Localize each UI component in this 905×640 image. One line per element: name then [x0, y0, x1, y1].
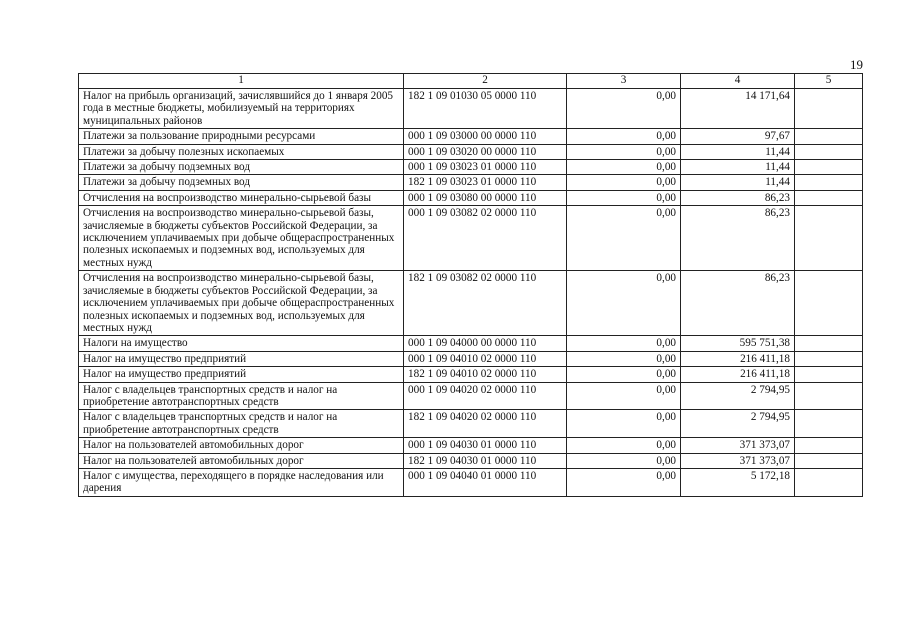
column-header: 5 [795, 74, 863, 89]
cell-col3: 0,00 [567, 144, 681, 159]
cell-name: Отчисления на воспроизводство минерально-сырьевой базы, зачисляемые в бюджеты субъектов Российской Федерации, за исключением уплачиваемых при добыче общераспространенных полезных ископаемых и подземных вод, используемых для местных нужд [79, 206, 404, 271]
cell-col3: 0,00 [567, 367, 681, 382]
cell-code: 000 1 09 04020 02 0000 110 [404, 382, 567, 410]
cell-col5 [795, 367, 863, 382]
cell-col5 [795, 351, 863, 366]
table-row [79, 336, 863, 351]
table-row [79, 129, 863, 144]
cell-col4: 14 171,64 [681, 89, 795, 129]
cell-code: 182 1 09 01030 05 0000 110 [404, 89, 567, 129]
cell-col4: 5 172,18 [681, 468, 795, 496]
cell-col5 [795, 175, 863, 190]
table-row [79, 382, 863, 410]
cell-name: Налог на имущество предприятий [79, 351, 404, 366]
cell-name: Налог с имущества, переходящего в порядке наследования или дарения [79, 468, 404, 496]
cell-col3: 0,00 [567, 382, 681, 410]
cell-col4: 595 751,38 [681, 336, 795, 351]
cell-col4: 11,44 [681, 144, 795, 159]
cell-col3: 0,00 [567, 351, 681, 366]
cell-code: 182 1 09 03082 02 0000 110 [404, 271, 567, 336]
cell-name: Налог на прибыль организаций, зачислявшийся до 1 января 2005 года в местные бюджеты, мобилизуемый на территориях муниципальных районов [79, 89, 404, 129]
cell-name: Отчисления на воспроизводство минерально-сырьевой базы, зачисляемые в бюджеты субъектов Российской Федерации, за исключением уплачиваемых при добыче общераспространенных полезных ископаемых и подземных вод, используемых для местных нужд [79, 271, 404, 336]
cell-code: 000 1 09 03023 01 0000 110 [404, 160, 567, 175]
cell-col3: 0,00 [567, 271, 681, 336]
table-row [79, 438, 863, 453]
cell-col3: 0,00 [567, 206, 681, 271]
cell-col3: 0,00 [567, 190, 681, 205]
cell-name: Отчисления на воспроизводство минерально-сырьевой базы [79, 190, 404, 205]
cell-name: Налог на пользователей автомобильных дорог [79, 438, 404, 453]
table-row [79, 175, 863, 190]
cell-name: Налог на пользователей автомобильных дорог [79, 453, 404, 468]
cell-col3: 0,00 [567, 89, 681, 129]
cell-col3: 0,00 [567, 336, 681, 351]
table-row [79, 351, 863, 366]
cell-code: 182 1 09 03023 01 0000 110 [404, 175, 567, 190]
table-row [79, 367, 863, 382]
cell-col5 [795, 206, 863, 271]
cell-col3: 0,00 [567, 438, 681, 453]
cell-col4: 86,23 [681, 271, 795, 336]
cell-col4: 11,44 [681, 160, 795, 175]
cell-col4: 2 794,95 [681, 410, 795, 438]
cell-code: 000 1 09 03082 02 0000 110 [404, 206, 567, 271]
table-row [79, 144, 863, 159]
cell-name: Налог на имущество предприятий [79, 367, 404, 382]
column-header: 4 [681, 74, 795, 89]
cell-code: 182 1 09 04030 01 0000 110 [404, 453, 567, 468]
column-header: 2 [404, 74, 567, 89]
cell-col4: 216 411,18 [681, 351, 795, 366]
table-row [79, 206, 863, 271]
cell-code: 182 1 09 04020 02 0000 110 [404, 410, 567, 438]
cell-code: 000 1 09 03080 00 0000 110 [404, 190, 567, 205]
cell-col5 [795, 190, 863, 205]
cell-code: 000 1 09 04030 01 0000 110 [404, 438, 567, 453]
cell-name: Платежи за добычу подземных вод [79, 175, 404, 190]
cell-col3: 0,00 [567, 160, 681, 175]
cell-name: Налоги на имущество [79, 336, 404, 351]
cell-col5 [795, 382, 863, 410]
cell-code: 000 1 09 04040 01 0000 110 [404, 468, 567, 496]
table-row [79, 89, 863, 129]
cell-col3: 0,00 [567, 129, 681, 144]
cell-col5 [795, 89, 863, 129]
column-header: 3 [567, 74, 681, 89]
cell-col4: 371 373,07 [681, 438, 795, 453]
cell-col3: 0,00 [567, 468, 681, 496]
cell-col3: 0,00 [567, 410, 681, 438]
cell-col4: 11,44 [681, 175, 795, 190]
table-row [79, 468, 863, 496]
cell-col3: 0,00 [567, 453, 681, 468]
cell-col5 [795, 160, 863, 175]
budget-table [78, 73, 863, 497]
cell-col5 [795, 438, 863, 453]
cell-name: Налог с владельцев транспортных средств и налог на приобретение автотранспортных средств [79, 410, 404, 438]
cell-code: 000 1 09 04010 02 0000 110 [404, 351, 567, 366]
table-row [79, 453, 863, 468]
cell-name: Платежи за добычу полезных ископаемых [79, 144, 404, 159]
column-header: 1 [79, 74, 404, 89]
cell-col4: 97,67 [681, 129, 795, 144]
cell-col5 [795, 271, 863, 336]
cell-col4: 86,23 [681, 190, 795, 205]
table-row [79, 160, 863, 175]
cell-code: 000 1 09 03020 00 0000 110 [404, 144, 567, 159]
cell-col5 [795, 129, 863, 144]
cell-col4: 216 411,18 [681, 367, 795, 382]
table-row [79, 271, 863, 336]
page-number: 19 [850, 57, 863, 72]
cell-name: Налог с владельцев транспортных средств и налог на приобретение автотранспортных средств [79, 382, 404, 410]
table-body [79, 89, 863, 497]
cell-col4: 2 794,95 [681, 382, 795, 410]
cell-col4: 86,23 [681, 206, 795, 271]
cell-code: 000 1 09 03000 00 0000 110 [404, 129, 567, 144]
cell-col5 [795, 468, 863, 496]
cell-code: 000 1 09 04000 00 0000 110 [404, 336, 567, 351]
cell-col4: 371 373,07 [681, 453, 795, 468]
cell-name: Платежи за добычу подземных вод [79, 160, 404, 175]
cell-col3: 0,00 [567, 175, 681, 190]
cell-col5 [795, 144, 863, 159]
cell-col5 [795, 336, 863, 351]
cell-name: Платежи за пользование природными ресурсами [79, 129, 404, 144]
cell-col5 [795, 410, 863, 438]
cell-col5 [795, 453, 863, 468]
table-row [79, 190, 863, 205]
cell-code: 182 1 09 04010 02 0000 110 [404, 367, 567, 382]
table-header-row [79, 74, 863, 89]
table-row [79, 410, 863, 438]
